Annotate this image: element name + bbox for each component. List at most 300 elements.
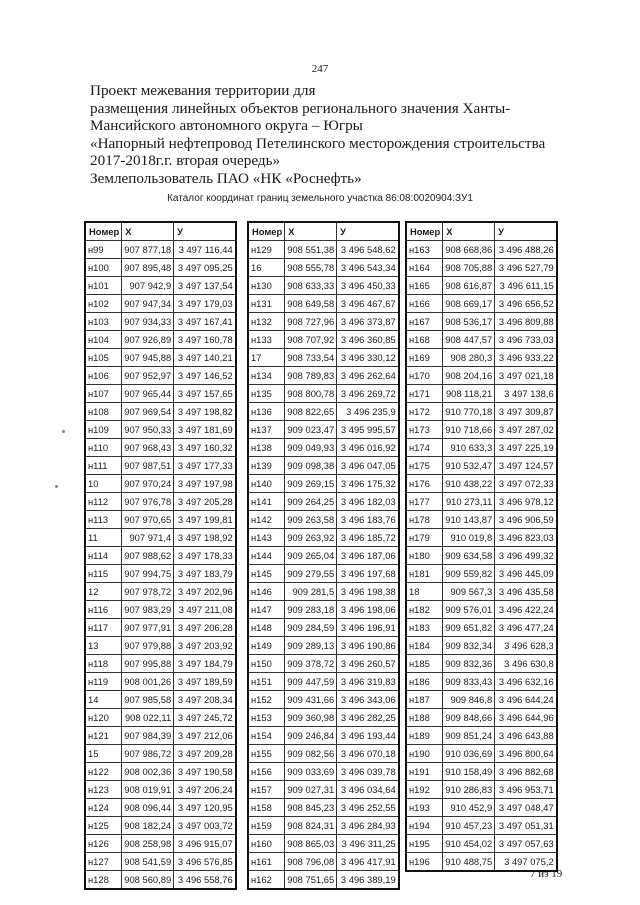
table-row [248,331,399,349]
y-coordinate-cell: 3 496 488,26 [495,241,557,259]
table-row [406,493,557,511]
table-row [248,565,399,583]
x-coordinate-cell: 908 096,44 [122,799,174,817]
y-coordinate-cell: 3 496 197,68 [337,565,399,583]
point-number-cell: н177 [406,493,443,511]
number-header: Номер [85,222,122,241]
table-row [406,421,557,439]
y-coordinate-cell: 3 497 183,79 [174,565,236,583]
x-coordinate-cell: 907 945,88 [122,349,174,367]
x-coordinate-cell: 907 987,51 [122,457,174,475]
x-coordinate-cell: 910 286,83 [443,781,495,799]
x-coordinate-cell: 908 824,31 [285,817,337,835]
y-coordinate-cell: 3 496 632,16 [495,673,557,691]
table-row [248,241,399,259]
point-number-cell: н127 [85,853,122,871]
coordinates-table-3 [405,221,558,872]
x-coordinate-cell: 908 118,21 [443,385,495,403]
point-number-cell: н170 [406,367,443,385]
point-number-cell: н193 [406,799,443,817]
y-coordinate-cell: 3 497 160,78 [174,331,236,349]
x-coordinate-cell: 908 822,65 [285,403,337,421]
x-coordinate-cell: 908 560,89 [122,871,174,890]
table-header-row [406,222,557,241]
x-coordinate-cell: 907 895,48 [122,259,174,277]
y-header: У [337,222,399,241]
table-row [85,349,236,367]
x-coordinate-cell: 907 988,62 [122,547,174,565]
y-header: У [495,222,557,241]
y-coordinate-cell: 3 497 245,72 [174,709,236,727]
table-row [248,781,399,799]
x-coordinate-cell: 909 264,25 [285,493,337,511]
x-coordinate-cell: 909 283,18 [285,601,337,619]
table-row [406,331,557,349]
y-coordinate-cell: 3 496 467,67 [337,295,399,313]
point-number-cell: н161 [248,853,285,871]
y-coordinate-cell: 3 496 809,88 [495,313,557,331]
x-header: X [443,222,495,241]
y-coordinate-cell: 3 497 146,52 [174,367,236,385]
y-coordinate-cell: 3 496 915,07 [174,835,236,853]
point-number-cell: 13 [85,637,122,655]
point-number-cell: н189 [406,727,443,745]
y-coordinate-cell: 3 496 389,19 [337,871,399,890]
point-number-cell: н168 [406,331,443,349]
x-coordinate-cell: 909 246,84 [285,727,337,745]
point-number-cell: н174 [406,439,443,457]
table-row [85,817,236,835]
x-coordinate-cell: 908 182,24 [122,817,174,835]
point-number-cell: н181 [406,565,443,583]
x-coordinate-cell: 908 555,78 [285,259,337,277]
x-coordinate-cell: 908 649,58 [285,295,337,313]
point-number-cell: н121 [85,727,122,745]
y-coordinate-cell: 3 496 187,06 [337,547,399,565]
point-number-cell: н179 [406,529,443,547]
y-coordinate-cell: 3 496 450,33 [337,277,399,295]
x-coordinate-cell: 907 995,88 [122,655,174,673]
x-coordinate-cell: 908 002,36 [122,763,174,781]
y-coordinate-cell: 3 496 360,85 [337,331,399,349]
y-coordinate-cell: 3 497 206,24 [174,781,236,799]
point-number-cell: н171 [406,385,443,403]
y-coordinate-cell: 3 496 198,38 [337,583,399,601]
x-coordinate-cell: 908 751,65 [285,871,337,890]
y-coordinate-cell: 3 496 630,8 [495,655,557,673]
x-coordinate-cell: 908 447,57 [443,331,495,349]
x-coordinate-cell: 910 718,66 [443,421,495,439]
table-row [85,691,236,709]
table-row [406,313,557,331]
y-coordinate-cell: 3 497 095,25 [174,259,236,277]
point-number-cell: 17 [248,349,285,367]
y-coordinate-cell: 3 495 995,57 [337,421,399,439]
point-number-cell: н116 [85,601,122,619]
x-coordinate-cell: 909 263,58 [285,511,337,529]
x-coordinate-cell: 909 033,69 [285,763,337,781]
table-row [248,511,399,529]
table-row [248,637,399,655]
y-coordinate-cell: 3 496 823,03 [495,529,557,547]
y-coordinate-cell: 3 496 330,12 [337,349,399,367]
table-row [85,241,236,259]
coordinates-table-1 [84,221,237,890]
x-coordinate-cell: 907 934,33 [122,313,174,331]
point-number-cell: н163 [406,241,443,259]
table-row [248,277,399,295]
table-row [85,799,236,817]
y-coordinate-cell: 3 497 120,95 [174,799,236,817]
document-title [90,82,610,188]
y-coordinate-cell: 3 496 576,85 [174,853,236,871]
point-number-cell: н141 [248,493,285,511]
point-number-cell: н128 [85,871,122,890]
x-coordinate-cell: 909 832,34 [443,637,495,655]
y-coordinate-cell: 3 496 445,09 [495,565,557,583]
y-coordinate-cell: 3 496 183,76 [337,511,399,529]
point-number-cell: н149 [248,637,285,655]
table-row [406,295,557,313]
table-row [406,601,557,619]
y-coordinate-cell: 3 496 034,64 [337,781,399,799]
y-coordinate-cell: 3 497 205,28 [174,493,236,511]
x-coordinate-cell: 908 616,87 [443,277,495,295]
x-coordinate-cell: 909 265,04 [285,547,337,565]
point-number-cell: н140 [248,475,285,493]
point-number-cell: н136 [248,403,285,421]
table-row [85,529,236,547]
table-row [85,745,236,763]
x-coordinate-cell: 908 727,96 [285,313,337,331]
point-number-cell: н156 [248,763,285,781]
table-row [406,619,557,637]
y-coordinate-cell: 3 496 282,25 [337,709,399,727]
x-coordinate-cell: 908 204,16 [443,367,495,385]
x-coordinate-cell: 909 559,82 [443,565,495,583]
y-coordinate-cell: 3 496 548,62 [337,241,399,259]
y-coordinate-cell: 3 496 978,12 [495,493,557,511]
number-header: Номер [248,222,285,241]
x-coordinate-cell: 908 796,08 [285,853,337,871]
point-number-cell: н175 [406,457,443,475]
margin-dot [62,430,65,433]
x-coordinate-cell: 909 284,59 [285,619,337,637]
table-row [248,439,399,457]
title-line: 2017-2018г.г. вторая очередь» [90,152,281,170]
x-coordinate-cell: 908 551,38 [285,241,337,259]
point-number-cell: н178 [406,511,443,529]
x-coordinate-cell: 909 832,36 [443,655,495,673]
point-number-cell: н157 [248,781,285,799]
point-number-cell: н172 [406,403,443,421]
point-number-cell: н145 [248,565,285,583]
table-row [406,349,557,367]
table-row [85,277,236,295]
y-coordinate-cell: 3 497 199,81 [174,511,236,529]
table-row [406,763,557,781]
x-coordinate-cell: 908 633,33 [285,277,337,295]
y-coordinate-cell: 3 497 075,2 [495,853,557,872]
y-coordinate-cell: 3 496 882,68 [495,763,557,781]
x-coordinate-cell: 907 978,72 [122,583,174,601]
y-coordinate-cell: 3 496 477,24 [495,619,557,637]
x-coordinate-cell: 907 977,91 [122,619,174,637]
table-row [248,817,399,835]
y-coordinate-cell: 3 497 179,03 [174,295,236,313]
x-coordinate-cell: 910 770,18 [443,403,495,421]
x-coordinate-cell: 909 651,82 [443,619,495,637]
point-number-cell: н100 [85,259,122,277]
point-number-cell: н99 [85,241,122,259]
point-number-cell: н124 [85,799,122,817]
table-row [248,619,399,637]
point-number-cell: н114 [85,547,122,565]
y-coordinate-cell: 3 497 181,69 [174,421,236,439]
table-row [248,349,399,367]
y-coordinate-cell: 3 496 933,22 [495,349,557,367]
x-coordinate-cell: 909 281,5 [285,583,337,601]
point-number-cell: н102 [85,295,122,313]
x-coordinate-cell: 907 965,44 [122,385,174,403]
x-coordinate-cell: 908 705,88 [443,259,495,277]
point-number-cell: н190 [406,745,443,763]
point-number-cell: н169 [406,349,443,367]
table-row [85,511,236,529]
table-row [406,637,557,655]
table-row [248,547,399,565]
table-row [85,475,236,493]
point-number-cell: н151 [248,673,285,691]
x-coordinate-cell: 909 082,56 [285,745,337,763]
table-row [406,565,557,583]
table-row [85,259,236,277]
point-number-cell: н112 [85,493,122,511]
point-number-cell: н129 [248,241,285,259]
y-coordinate-cell: 3 496 193,44 [337,727,399,745]
point-number-cell: н173 [406,421,443,439]
point-number-cell: н191 [406,763,443,781]
y-coordinate-cell: 3 496 499,32 [495,547,557,565]
x-coordinate-cell: 908 707,92 [285,331,337,349]
x-coordinate-cell: 909 634,58 [443,547,495,565]
x-coordinate-cell: 907 985,58 [122,691,174,709]
y-coordinate-cell: 3 496 235,9 [337,403,399,421]
table-row [248,673,399,691]
x-coordinate-cell: 909 846,8 [443,691,495,709]
y-coordinate-cell: 3 497 140,21 [174,349,236,367]
point-number-cell: н142 [248,511,285,529]
x-coordinate-cell: 909 576,01 [443,601,495,619]
x-coordinate-cell: 910 457,23 [443,817,495,835]
x-coordinate-cell: 907 979,88 [122,637,174,655]
table-row [406,241,557,259]
table-row [248,457,399,475]
y-coordinate-cell: 3 496 311,25 [337,835,399,853]
x-header: X [122,222,174,241]
table-row [248,709,399,727]
y-coordinate-cell: 3 497 202,96 [174,583,236,601]
y-coordinate-cell: 3 497 198,92 [174,529,236,547]
point-number-cell: н122 [85,763,122,781]
table-row [85,601,236,619]
x-coordinate-cell: 908 258,98 [122,835,174,853]
table-row [248,259,399,277]
point-number-cell: н119 [85,673,122,691]
point-number-cell: н137 [248,421,285,439]
table-row [406,799,557,817]
table-row [406,529,557,547]
table-row [406,673,557,691]
y-coordinate-cell: 3 497 167,41 [174,313,236,331]
table-row [85,457,236,475]
y-coordinate-cell: 3 497 021,18 [495,367,557,385]
y-coordinate-cell: 3 496 906,59 [495,511,557,529]
y-coordinate-cell: 3 496 284,93 [337,817,399,835]
table-row [248,691,399,709]
y-coordinate-cell: 3 496 182,03 [337,493,399,511]
table-row [406,475,557,493]
y-coordinate-cell: 3 496 543,34 [337,259,399,277]
table-row [248,529,399,547]
x-coordinate-cell: 909 833,43 [443,673,495,691]
x-coordinate-cell: 907 950,33 [122,421,174,439]
y-coordinate-cell: 3 497 051,31 [495,817,557,835]
y-coordinate-cell: 3 497 203,92 [174,637,236,655]
x-coordinate-cell: 910 273,11 [443,493,495,511]
table-row [248,403,399,421]
y-coordinate-cell: 3 497 160,32 [174,439,236,457]
x-coordinate-cell: 907 877,18 [122,241,174,259]
table-row [85,295,236,313]
x-coordinate-cell: 907 968,43 [122,439,174,457]
x-coordinate-cell: 907 984,39 [122,727,174,745]
table-row [85,727,236,745]
table-row [406,403,557,421]
x-coordinate-cell: 908 001,26 [122,673,174,691]
point-number-cell: н106 [85,367,122,385]
table-row [406,511,557,529]
point-number-cell: н118 [85,655,122,673]
y-coordinate-cell: 3 497 211,08 [174,601,236,619]
point-number-cell: н132 [248,313,285,331]
x-coordinate-cell: 908 789,83 [285,367,337,385]
table-row [406,655,557,673]
point-number-cell: н135 [248,385,285,403]
y-coordinate-cell: 3 497 057,63 [495,835,557,853]
x-coordinate-cell: 907 971,4 [122,529,174,547]
point-number-cell: н167 [406,313,443,331]
y-coordinate-cell: 3 497 178,33 [174,547,236,565]
table-row [248,367,399,385]
point-number-cell: н152 [248,691,285,709]
point-number-cell: н160 [248,835,285,853]
table-row [85,637,236,655]
y-coordinate-cell: 3 496 016,92 [337,439,399,457]
x-coordinate-cell: 909 289,13 [285,637,337,655]
table-row [248,421,399,439]
title-line: Землепользователь ПАО «НК «Роснефть» [90,169,362,187]
y-coordinate-cell: 3 496 953,71 [495,781,557,799]
point-number-cell: н101 [85,277,122,295]
y-coordinate-cell: 3 496 373,87 [337,313,399,331]
x-coordinate-cell: 907 969,54 [122,403,174,421]
x-coordinate-cell: 907 994,75 [122,565,174,583]
table-row [85,313,236,331]
x-coordinate-cell: 907 947,34 [122,295,174,313]
x-coordinate-cell: 908 800,78 [285,385,337,403]
table-row [85,673,236,691]
x-coordinate-cell: 909 848,66 [443,709,495,727]
title-line: Мансийского автономного округа – Югры [90,117,363,135]
table-row [406,745,557,763]
point-number-cell: 15 [85,745,122,763]
point-number-cell: н196 [406,853,443,872]
point-number-cell: н109 [85,421,122,439]
table-row [85,583,236,601]
table-header-row [248,222,399,241]
table-row [406,367,557,385]
x-coordinate-cell: 907 983,29 [122,601,174,619]
x-coordinate-cell: 909 567,3 [443,583,495,601]
x-coordinate-cell: 908 536,17 [443,313,495,331]
y-coordinate-cell: 3 496 262,64 [337,367,399,385]
y-coordinate-cell: 3 496 039,78 [337,763,399,781]
y-coordinate-cell: 3 496 733,03 [495,331,557,349]
x-coordinate-cell: 908 019,91 [122,781,174,799]
table-row [85,385,236,403]
x-coordinate-cell: 910 036,69 [443,745,495,763]
x-coordinate-cell: 910 019,8 [443,529,495,547]
catalog-subtitle: Каталог координат границ земельного участка 86:08:0020904:ЗУ1 [167,193,473,204]
y-coordinate-cell: 3 497 124,57 [495,457,557,475]
y-coordinate-cell: 3 497 116,44 [174,241,236,259]
point-number-cell: н159 [248,817,285,835]
point-number-cell: н182 [406,601,443,619]
x-coordinate-cell: 910 452,9 [443,799,495,817]
table-row [85,763,236,781]
point-number-cell: н123 [85,781,122,799]
y-coordinate-cell: 3 497 287,02 [495,421,557,439]
x-coordinate-cell: 909 049,93 [285,439,337,457]
y-coordinate-cell: 3 497 190,58 [174,763,236,781]
point-number-cell: н166 [406,295,443,313]
point-number-cell: н148 [248,619,285,637]
point-number-cell: н184 [406,637,443,655]
point-number-cell: н117 [85,619,122,637]
point-number-cell: н110 [85,439,122,457]
point-number-cell: 16 [248,259,285,277]
point-number-cell: н180 [406,547,443,565]
table-row [406,583,557,601]
number-header: Номер [406,222,443,241]
x-coordinate-cell: 909 027,31 [285,781,337,799]
y-coordinate-cell: 3 497 048,47 [495,799,557,817]
table-row [248,853,399,871]
y-header: У [174,222,236,241]
table-row [248,385,399,403]
x-coordinate-cell: 910 143,87 [443,511,495,529]
table-row [85,403,236,421]
x-coordinate-cell: 910 488,75 [443,853,495,872]
table-row [406,457,557,475]
table-row [248,493,399,511]
point-number-cell: н195 [406,835,443,853]
y-coordinate-cell: 3 496 422,24 [495,601,557,619]
point-number-cell: н103 [85,313,122,331]
y-coordinate-cell: 3 496 644,24 [495,691,557,709]
point-number-cell: н108 [85,403,122,421]
